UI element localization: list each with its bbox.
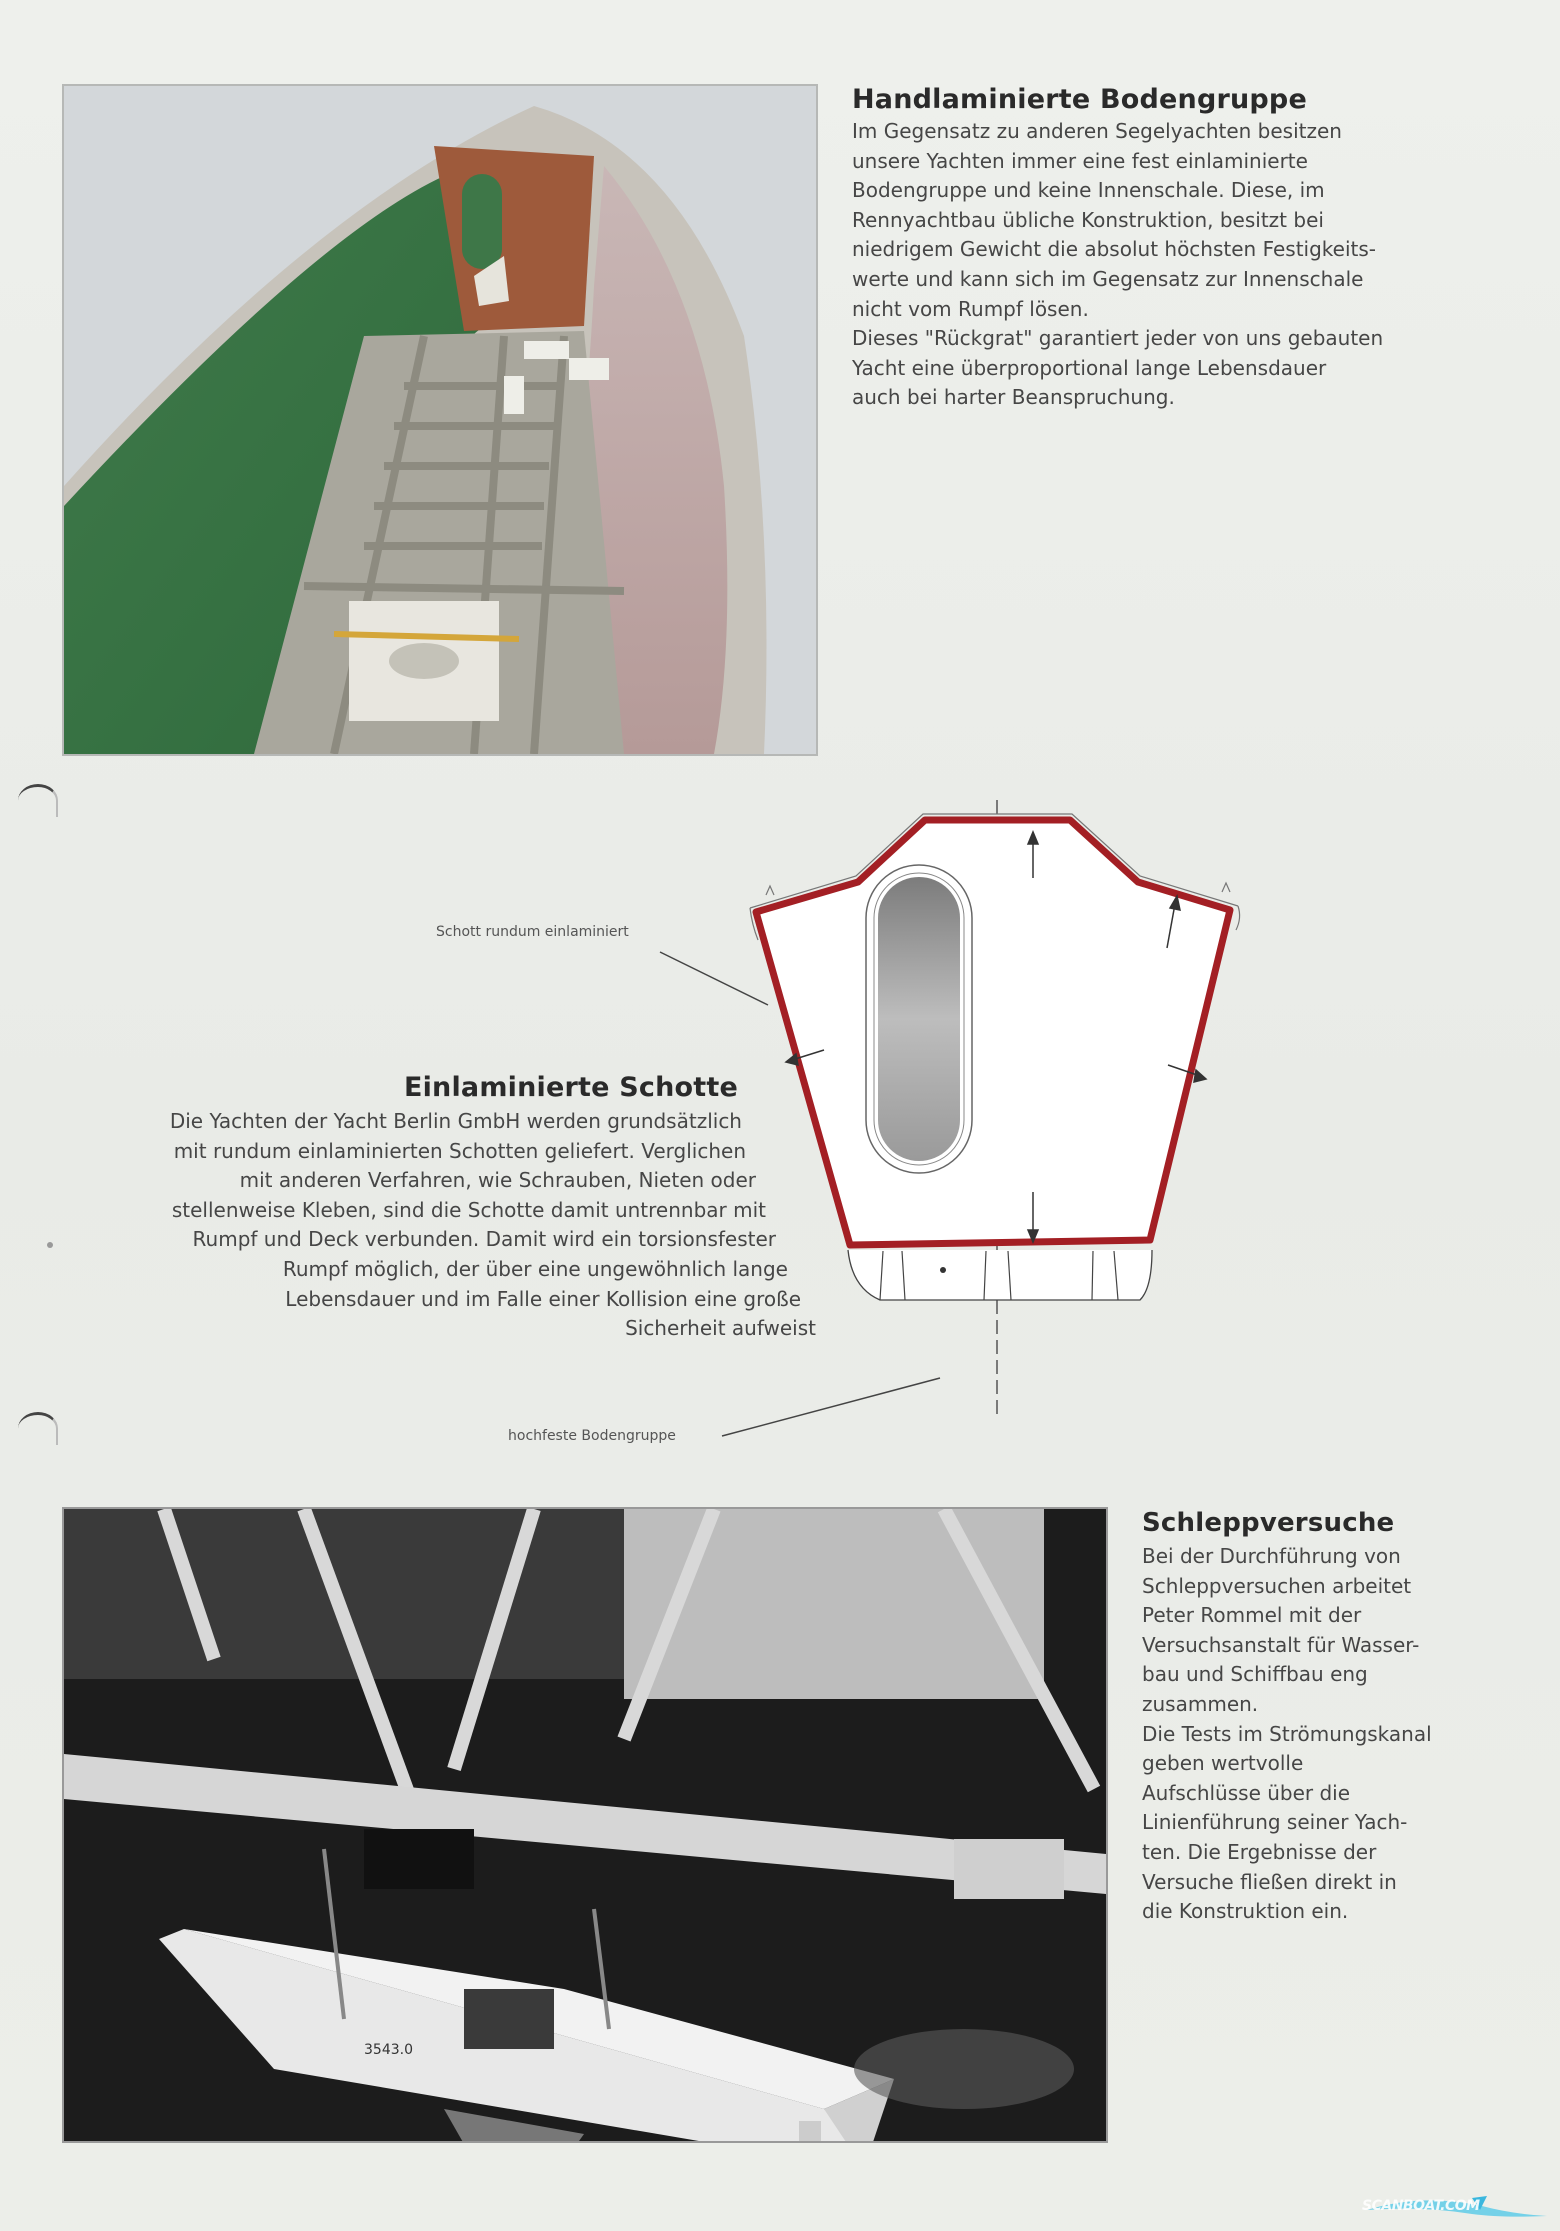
- section-title: Schleppversuche: [1142, 1508, 1395, 1538]
- section-body: Im Gegensatz zu anderen Segelyachten besitzen unsere Yachten immer eine fest einlaminierte Bodengruppe und keine Innenschale. Diese, im Rennyachtbau übliche Konstruktion, besitzt bei niedrigem Gewicht die absolut höchsten Festigkeits- werte und kann sich im Gegensatz zur Innenschale nicht vom Rumpf lösen. Dieses "Rückgrat" garantiert jeder von uns gebauten Yacht eine überproportional lange Lebensdauer auch bei harter Beanspruchung.: [852, 119, 1384, 410]
- section-bodengruppe: [852, 84, 1472, 413]
- hull-interior-illustration: [64, 86, 816, 754]
- label-schott: Schott rundum einlaminiert: [436, 924, 629, 940]
- punch-hole: [18, 1412, 58, 1445]
- section-title: Einlaminierte Schotte: [403, 1072, 738, 1103]
- towing-tank-photo: [62, 1507, 1108, 2143]
- section-body: Bei der Durchführung von Schleppversuchen arbeitet Peter Rommel mit der Versuchsanstalt für Wasser- bau und Schiffbau eng zusammen. Die Tests im Strömungskanal geben wertvolle Aufschlüsse über die Linienführung seiner Yach- ten. Die Ergebnisse der Versuche fließen direkt in die Konstruktion ein.: [1142, 1544, 1432, 1924]
- bulkhead-cross-section-diagram: [740, 800, 1500, 1420]
- section-schleppversuche: [1142, 1508, 1472, 1927]
- model-marking: 3543.0: [364, 2042, 413, 2058]
- section-title: Handlaminierte Bodengruppe: [852, 84, 1307, 115]
- label-bodengruppe: hochfeste Bodengruppe: [508, 1428, 676, 1444]
- scanboat-watermark: [1362, 2188, 1552, 2224]
- hull-interior-photo: [62, 84, 818, 756]
- punch-hole: [18, 784, 58, 817]
- watermark-text: SCANBOAT.COM: [1362, 2198, 1480, 2214]
- towing-tank-illustration: [64, 1509, 1106, 2141]
- hull-section-drawing: [740, 800, 1500, 1420]
- section-schotte: Einlaminierte Schotte Die Yachten der Yacht Berlin GmbH werden grundsätzlich mit rundum einlaminierten Schotten geliefert. Verglichen mit anderen Verfahren, wie Schrauben, Nieten oder stellenweise Kleben, sind die Schotte damit untrennbar mit Rumpf und Deck verbunden. Damit wird ein torsionsfester Rumpf möglich, der über eine ungewöhnlich lange Lebensdauer und im Falle einer Kollision eine große Sicherheit aufweist: [56, 1072, 846, 1344]
